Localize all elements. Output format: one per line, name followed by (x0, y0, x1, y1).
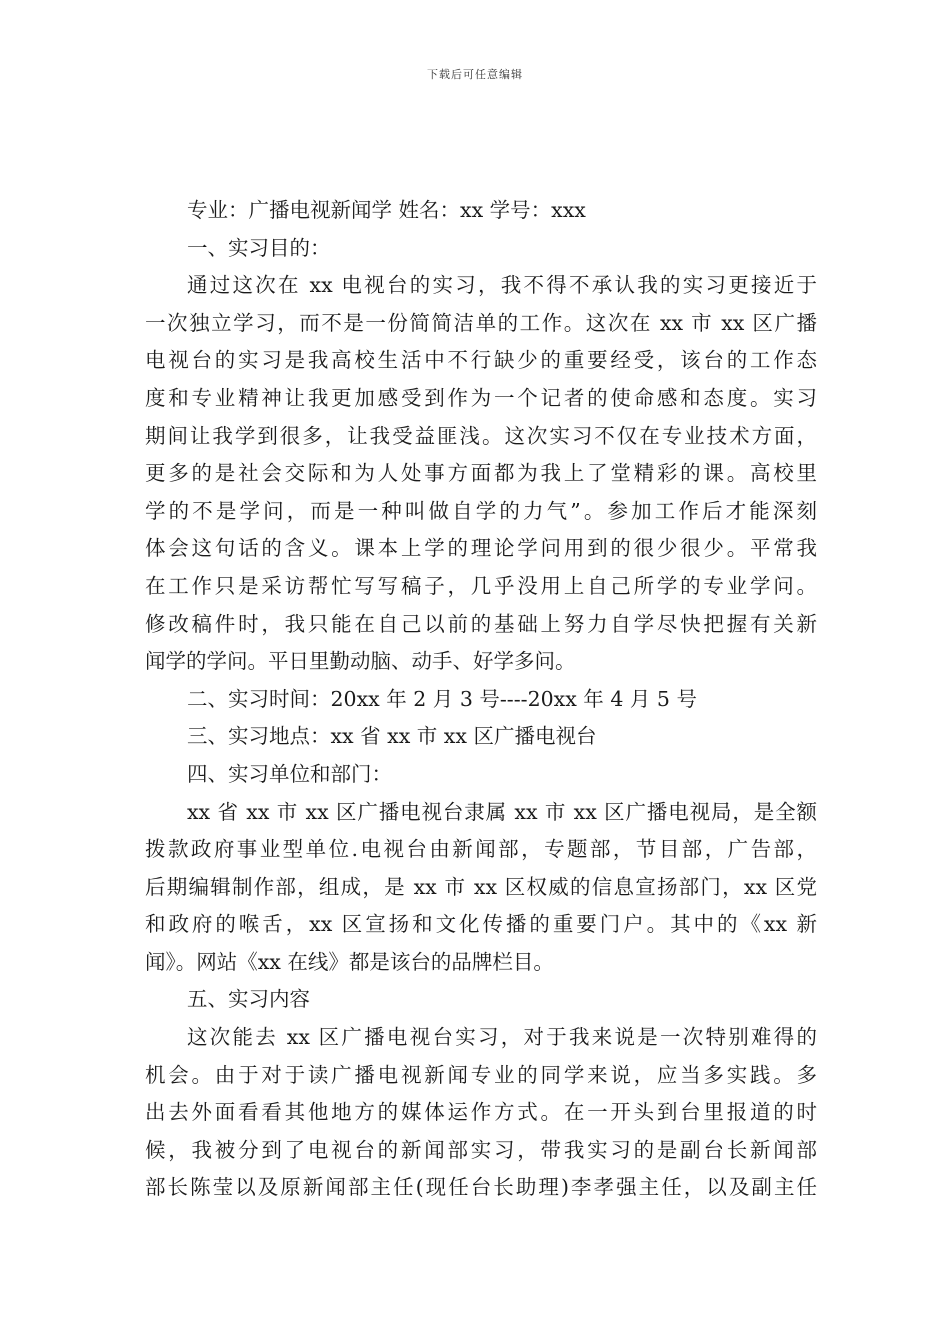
text-line: 闻》。网站《xx 在线》都是该台的品牌栏目。 (145, 949, 554, 974)
text-line: 在工作只是采访帮忙写写稿子，几乎没用上自己所学的专业学问。 (145, 573, 817, 598)
text-line: 通过这次在 xx 电视台的实习，我不得不承认我的实习更接近于 (187, 273, 817, 298)
text-line: 四、实习单位和部门： (187, 761, 392, 786)
text-line: 期间让我学到很多，让我受益匪浅。这次实习不仅在专业技术方面， (145, 423, 817, 448)
text-line: 一、实习目的： (187, 235, 331, 260)
text-line: 出去外面看看其他地方的媒体运作方式。在一开头到台里报道的时 (145, 1100, 817, 1125)
text-line: 候，我被分到了电视台的新闻部实习，带我实习的是副台长新闻部 (145, 1137, 817, 1162)
text-line: 二、实习时间：20xx 年 2 月 3 号----20xx 年 4 月 5 号 (187, 686, 697, 711)
text-line: xx 省 xx 市 xx 区广播电视台隶属 xx 市 xx 区广播电视局，是全额 (187, 799, 817, 824)
text-line: 闻学的学问。平日里勤动脑、动手、好学多问。 (145, 649, 576, 674)
page-header-note: 下载后可任意编辑 (427, 68, 523, 81)
text-line: 一次独立学习，而不是一份简简洁单的工作。这次在 xx 市 xx 区广播 (145, 310, 817, 335)
text-line: 部长陈莹以及原新闻部主任(现任台长助理)李孝强主任，以及副主任 (145, 1175, 817, 1200)
text-line: 度和专业精神让我更加感受到作为一个记者的使命感和态度。实习 (145, 385, 817, 410)
document-body (145, 192, 817, 1207)
text-line: 拨款政府事业型单位.电视台由新闻部，专题部，节目部，广告部， (145, 837, 817, 862)
text-line: 学的不是学问，而是一种叫做自学的力气”。参加工作后才能深刻 (145, 498, 817, 523)
text-line: 专业：广播电视新闻学 姓名：xx 学号：xxx (187, 198, 586, 222)
text-line: 五、实习内容 (187, 987, 310, 1012)
text-line: 和政府的喉舌，xx 区宣扬和文化传播的重要门户。其中的《xx 新 (145, 912, 817, 937)
text-line: 电视台的实习是我高校生活中不行缺少的重要经受，该台的工作态 (145, 348, 817, 373)
text-line: 这次能去 xx 区广播电视台实习，对于我来说是一次特别难得的 (187, 1025, 817, 1050)
text-line: 体会这句话的含义。课本上学的理论学问用到的很少很少。平常我 (145, 536, 817, 561)
text-line: 修改稿件时，我只能在自己以前的基础上努力自学尽快把握有关新 (145, 611, 817, 636)
text-line: 后期编辑制作部，组成，是 xx 市 xx 区权威的信息宣扬部门，xx 区党 (145, 874, 817, 899)
text-line: 三、实习地点：xx 省 xx 市 xx 区广播电视台 (187, 724, 597, 749)
text-line: 更多的是社会交际和为人处事方面都为我上了堂精彩的课。高校里 (145, 461, 817, 486)
text-line: 机会。由于对于读广播电视新闻专业的同学来说，应当多实践。多 (145, 1062, 817, 1087)
